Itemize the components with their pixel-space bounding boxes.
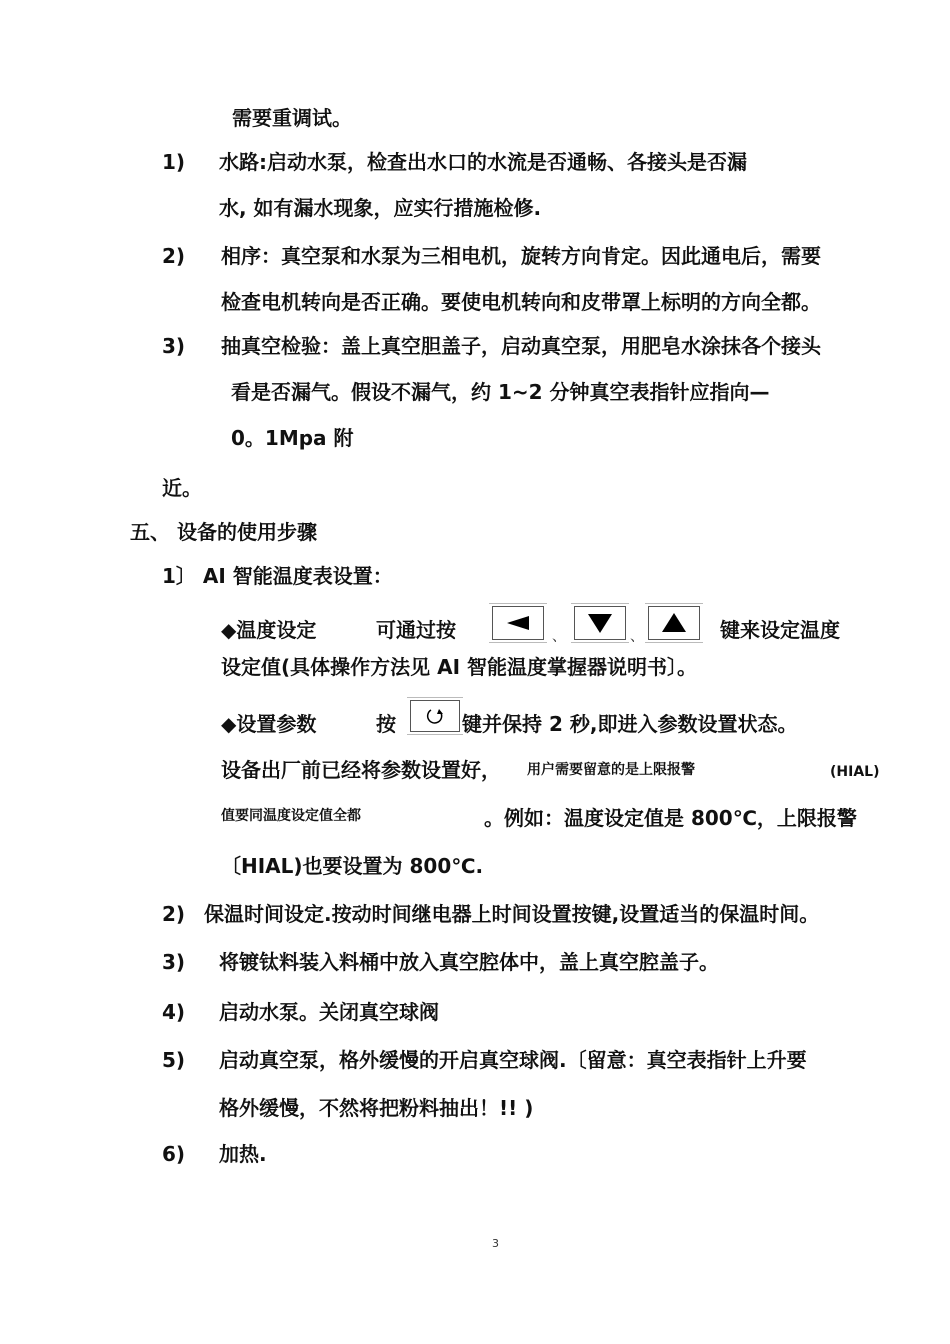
list-number: 6) (162, 1142, 186, 1166)
text-line: 可通过按 (376, 618, 456, 642)
text-line: 抽真空检验：盖上真空胆盖子，启动真空泵，用肥皂水涂抹各个接头 (221, 334, 821, 358)
text-line: 启动水泵。关闭真空球阀 (219, 1000, 439, 1024)
text-line: 键来设定温度 (720, 618, 840, 642)
sub-heading: 1〕 AI 智能温度表设置： (162, 564, 393, 588)
text-line: 设备出厂前已经将参数设置好， (221, 758, 501, 782)
text-line: 。例如：温度设定值是 800℃，上限报警 (484, 806, 857, 830)
text-line: 启动真空泵，格外缓慢的开启真空球阀.〔留意：真空表指针上升要 (219, 1048, 807, 1072)
text-line: 〔HIAL)也要设置为 800℃. (221, 854, 484, 878)
left-arrow-key-icon (492, 606, 544, 640)
text-line: 相序：真空泵和水泵为三相电机，旋转方向肯定。因此通电后，需要 (221, 244, 821, 268)
up-arrow-key-icon (648, 606, 700, 640)
down-arrow-key-icon (574, 606, 626, 640)
list-number: 4) (162, 1000, 186, 1024)
text-line: 格外缓慢，不然将把粉料抽出！!! ) (219, 1096, 534, 1120)
text-line: 看是否漏气。假设不漏气，约 1~2 分钟真空表指针应指向— (231, 380, 770, 404)
text-line: 水, 如有漏水现象，应实行措施检修. (219, 196, 542, 220)
page-number: 3 (492, 1237, 499, 1250)
list-number: 5) (162, 1048, 186, 1072)
list-number: 2) (162, 902, 186, 926)
text-line: 设定值(具体操作方法见 AI 智能温度掌握器说明书〕。 (221, 655, 697, 679)
text-line: 需要重调试。 (232, 106, 352, 130)
text-line: 水路:启动水泵，检查出水口的水流是否通畅、各接头是否漏 (219, 150, 747, 174)
text-line: 键并保持 2 秒,即进入参数设置状态。 (462, 712, 798, 736)
text-line: 按 (376, 712, 396, 736)
list-number: 2) (162, 244, 186, 268)
small-note: 用户需要留意的是上限报警 (527, 762, 695, 778)
small-note: 值要同温度设定值全都 (221, 808, 361, 824)
set-key-icon (410, 700, 460, 732)
list-number: 3) (162, 950, 186, 974)
separator: 、 (630, 629, 644, 645)
small-note: (HIAL) (830, 764, 880, 780)
text-line: 加热. (219, 1142, 267, 1166)
separator: 、 (552, 629, 566, 645)
list-number: 3) (162, 334, 186, 358)
section-heading: 五、 设备的使用步骤 (130, 520, 317, 544)
temp-set-label: ◆温度设定 (221, 618, 317, 642)
text-line: 近。 (162, 476, 202, 500)
text-line: 将镀钛料装入料桶中放入真空腔体中，盖上真空腔盖子。 (219, 950, 719, 974)
param-label: ◆设置参数 (221, 712, 317, 736)
text-line: 检查电机转向是否正确。要使电机转向和皮带罩上标明的方向全都。 (221, 290, 821, 314)
list-number: 1) (162, 150, 186, 174)
text-line: 0。1Mpa 附 (231, 426, 354, 450)
text-line: 保温时间设定.按动时间继电器上时间设置按键,设置适当的保温时间。 (204, 902, 820, 926)
